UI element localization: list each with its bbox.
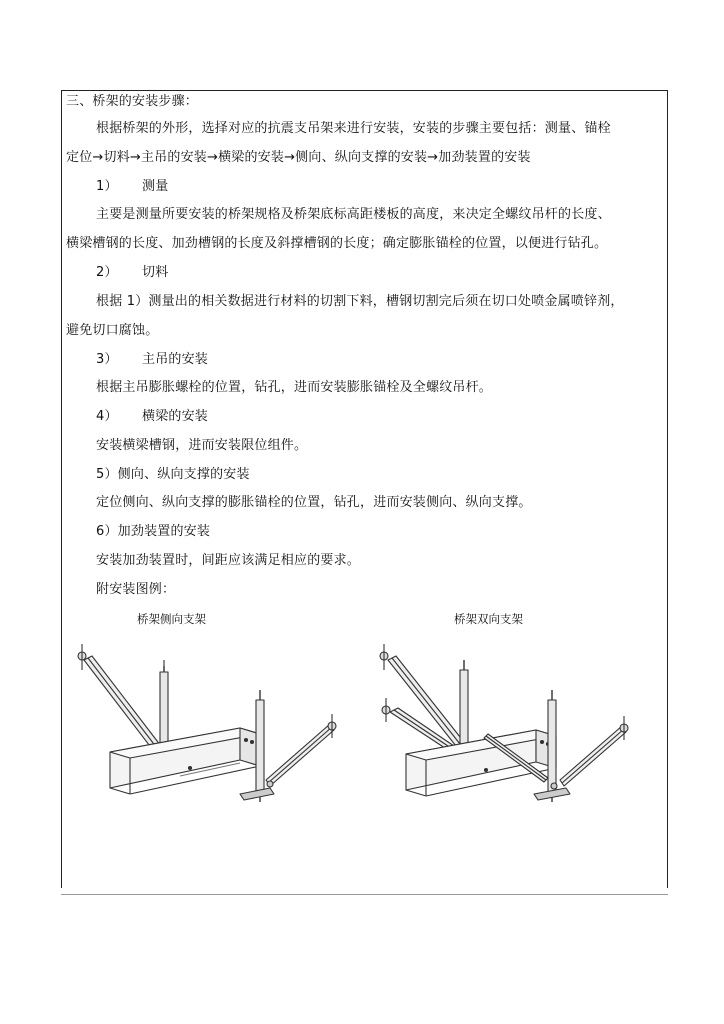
step-3-title: 主吊的安装 bbox=[142, 352, 209, 367]
figure-2-caption: 桥架双向支架 bbox=[454, 612, 523, 626]
step-1-heading bbox=[96, 178, 168, 196]
step-6-heading: 6）加劲装置的安装 bbox=[96, 524, 211, 539]
step-3-heading bbox=[96, 351, 208, 369]
frame-left-border bbox=[61, 90, 62, 888]
step-2-body-1: 根据 1）测量出的相关数据进行材料的切割下料，槽钢切割完后须在切口处喷金属喷锌剂， bbox=[96, 294, 624, 309]
step-5-heading: 5）侧向、纵向支撑的安装 bbox=[96, 467, 250, 482]
step-2-body-2: 避免切口腐蚀。 bbox=[66, 323, 159, 338]
step-5-body-1: 定位侧向、纵向支撑的膨胀锚栓的位置，钻孔，进而安装侧向、纵向支撑。 bbox=[96, 495, 532, 510]
intro-line-2: 定位→切料→主吊的安装→横梁的安装→侧向、纵向支撑的安装→加劲装置的安装 bbox=[66, 150, 531, 165]
step-1-body-2: 横梁槽钢的长度、加劲槽钢的长度及斜撑槽钢的长度；确定膨胀锚栓的位置，以便进行钻孔。 bbox=[66, 236, 608, 251]
step-2-number: 2） bbox=[96, 265, 118, 280]
frame-right-border bbox=[667, 90, 668, 888]
step-4-body-1: 安装横梁槽钢，进而安装限位组件。 bbox=[96, 438, 308, 453]
figure-2-bidirectional-bracket-drawing bbox=[376, 630, 656, 810]
figure-1-caption: 桥架侧向支架 bbox=[137, 612, 206, 626]
step-6-body-1: 安装加劲装置时，间距应该满足相应的要求。 bbox=[96, 553, 361, 568]
step-1-title: 测量 bbox=[142, 179, 169, 194]
step-1-number: 1） bbox=[96, 179, 118, 194]
intro-line-1: 根据桥架的外形，选择对应的抗震支吊架来进行安装，安装的步骤主要包括：测量、锚栓 bbox=[96, 121, 611, 136]
step-3-number: 3） bbox=[96, 352, 118, 367]
step-3-body-1: 根据主吊膨胀螺栓的位置，钻孔，进而安装膨胀锚栓及全螺纹吊杆。 bbox=[96, 380, 493, 395]
step-4-heading bbox=[96, 408, 208, 426]
step-4-number: 4） bbox=[96, 409, 118, 424]
section-title: 三、桥架的安装步骤： bbox=[66, 94, 199, 109]
step-1-body-1: 主要是测量所要安装的桥架规格及桥架底标高距楼板的高度，来决定全螺纹吊杆的长度、 bbox=[96, 207, 611, 222]
figure-1-lateral-bracket-drawing bbox=[70, 630, 350, 810]
step-2-title: 切料 bbox=[142, 265, 169, 280]
frame-bottom-border bbox=[61, 894, 668, 895]
step-4-title: 横梁的安装 bbox=[142, 409, 209, 424]
frame-top-border bbox=[61, 90, 668, 91]
step-2-heading bbox=[96, 264, 168, 282]
figures-label: 附安装图例： bbox=[96, 582, 176, 597]
